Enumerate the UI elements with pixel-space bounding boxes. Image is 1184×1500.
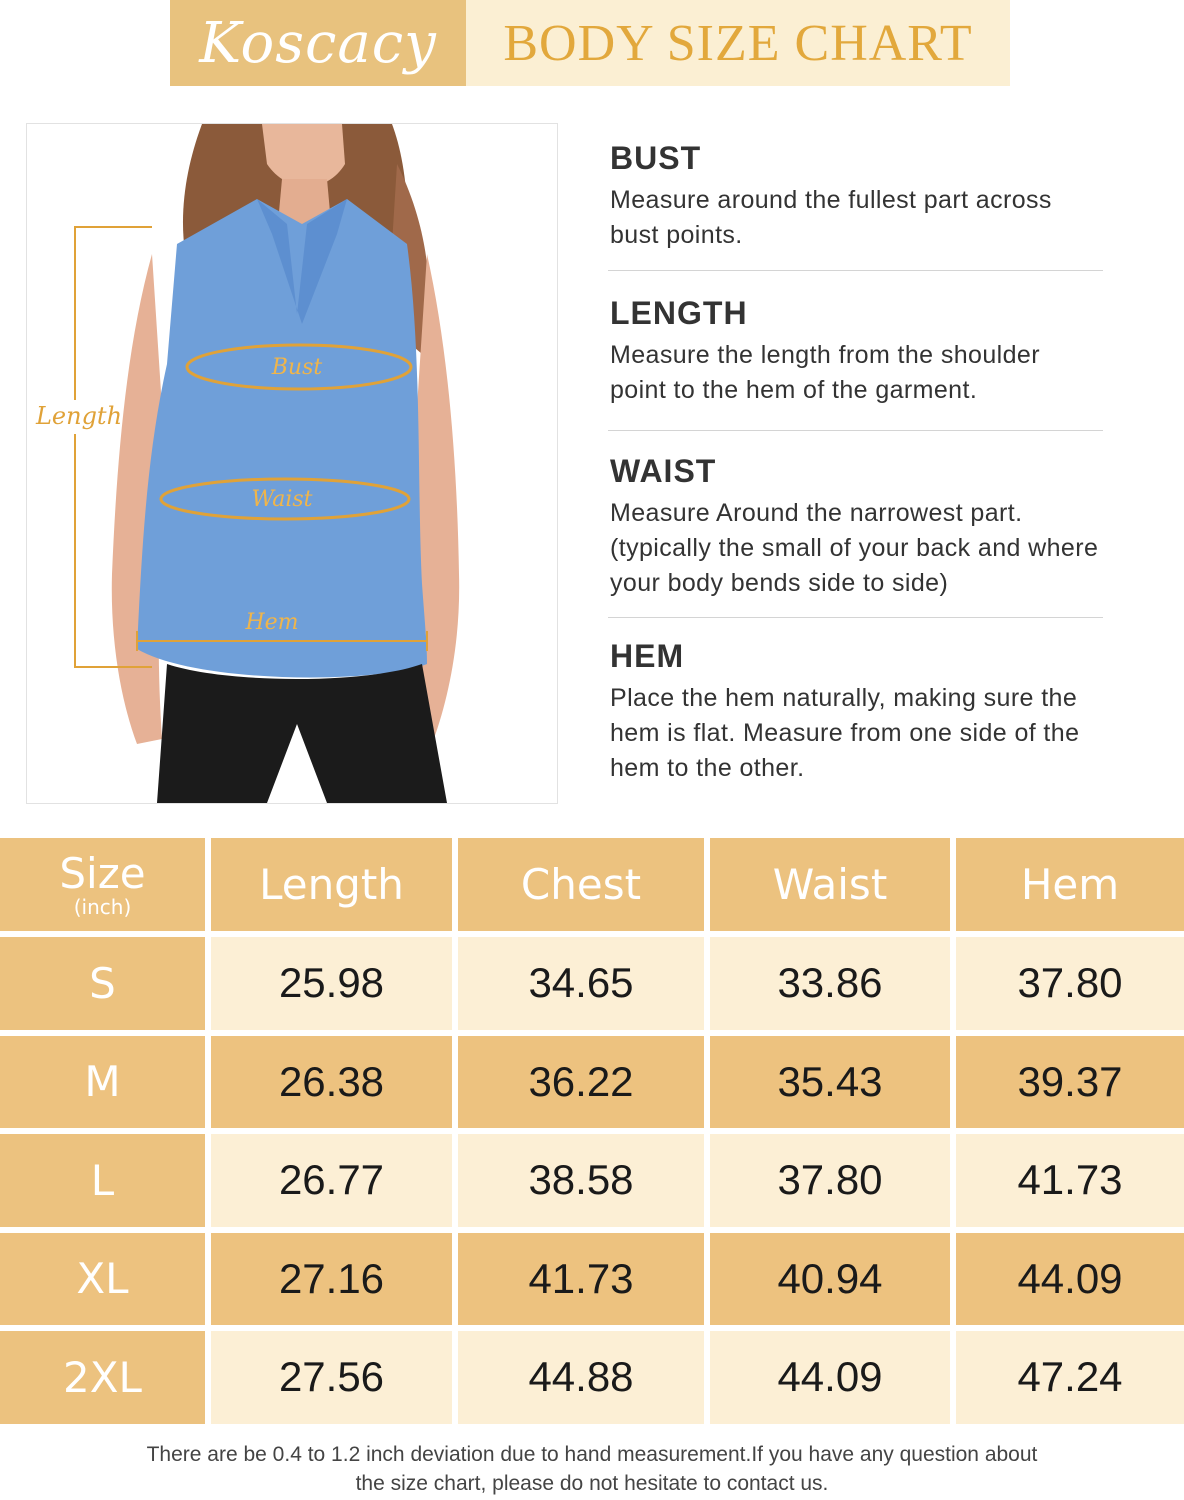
hem-label: Hem — [245, 610, 299, 635]
table-row — [0, 1134, 1184, 1233]
definition-bust — [608, 140, 1103, 271]
header-size-unit: (inch) — [73, 894, 132, 919]
length-cell: 27.56 — [211, 1331, 458, 1430]
length-cell: 26.77 — [211, 1134, 458, 1233]
note-line-1: There are be 0.4 to 1.2 inch deviation due to hand measurement.If you have any question about — [146, 1443, 1038, 1466]
chest-cell: 38.58 — [458, 1134, 710, 1233]
size-cell: S — [0, 937, 211, 1036]
size-cell: XL — [0, 1233, 211, 1332]
definition-text: Place the hem naturally, making sure the hem is flat. Measure from one side of the hem to the other. — [610, 684, 1080, 782]
hem-cell: 37.80 — [956, 937, 1184, 1036]
length-label: Length — [35, 402, 123, 430]
header-size — [0, 838, 211, 937]
size-cell: L — [0, 1134, 211, 1233]
header-banner — [170, 0, 1010, 86]
length-cell: 25.98 — [211, 937, 458, 1036]
length-cell: 26.38 — [211, 1036, 458, 1135]
definition-title: WAIST — [610, 453, 717, 489]
page-title: BODY SIZE CHART — [466, 0, 1010, 86]
definition-text: Measure around the fullest part across bust points. — [610, 186, 1052, 249]
size-table — [0, 838, 1184, 1430]
waist-label: Waist — [251, 487, 313, 512]
note-line-2: the size chart, please do not hesitate to contact us. — [355, 1472, 829, 1495]
waist-cell: 33.86 — [710, 937, 956, 1036]
header-waist: Waist — [710, 838, 956, 937]
waist-cell: 40.94 — [710, 1233, 956, 1332]
model-figure — [27, 124, 557, 803]
definition-title: LENGTH — [610, 295, 748, 331]
waist-cell: 44.09 — [710, 1331, 956, 1430]
table-row — [0, 937, 1184, 1036]
hem-cell: 41.73 — [956, 1134, 1184, 1233]
shirt-shape — [137, 199, 427, 678]
pants-shape — [157, 664, 447, 803]
definition-length — [608, 271, 1103, 431]
definition-hem — [608, 618, 1103, 786]
waist-cell: 37.80 — [710, 1134, 956, 1233]
definition-title: BUST — [610, 140, 702, 176]
table-row — [0, 1331, 1184, 1430]
definition-text: Measure the length from the shoulder point to the hem of the garment. — [610, 341, 1040, 404]
chest-cell: 41.73 — [458, 1233, 710, 1332]
header-length: Length — [211, 838, 458, 937]
size-cell: 2XL — [0, 1331, 211, 1430]
model-illustration — [26, 123, 558, 804]
measurement-note — [0, 1440, 1184, 1498]
hem-cell: 47.24 — [956, 1331, 1184, 1430]
measurement-definitions — [608, 140, 1103, 786]
header-hem: Hem — [956, 838, 1184, 937]
definition-text: Measure Around the narrowest part. (typically the small of your back and where your body bends side to side) — [610, 499, 1099, 597]
table-header-row — [0, 838, 1184, 937]
definition-waist — [608, 431, 1103, 618]
table-row — [0, 1036, 1184, 1135]
size-cell: M — [0, 1036, 211, 1135]
header-size-label: Size — [59, 848, 146, 898]
brand-logo: Koscacy — [170, 0, 466, 86]
chest-cell: 34.65 — [458, 937, 710, 1036]
waist-cell: 35.43 — [710, 1036, 956, 1135]
chest-cell: 36.22 — [458, 1036, 710, 1135]
hem-cell: 44.09 — [956, 1233, 1184, 1332]
table-row — [0, 1233, 1184, 1332]
length-cell: 27.16 — [211, 1233, 458, 1332]
header-chest: Chest — [458, 838, 710, 937]
hem-cell: 39.37 — [956, 1036, 1184, 1135]
chest-cell: 44.88 — [458, 1331, 710, 1430]
bust-label: Bust — [271, 355, 323, 380]
definition-title: HEM — [610, 638, 685, 674]
